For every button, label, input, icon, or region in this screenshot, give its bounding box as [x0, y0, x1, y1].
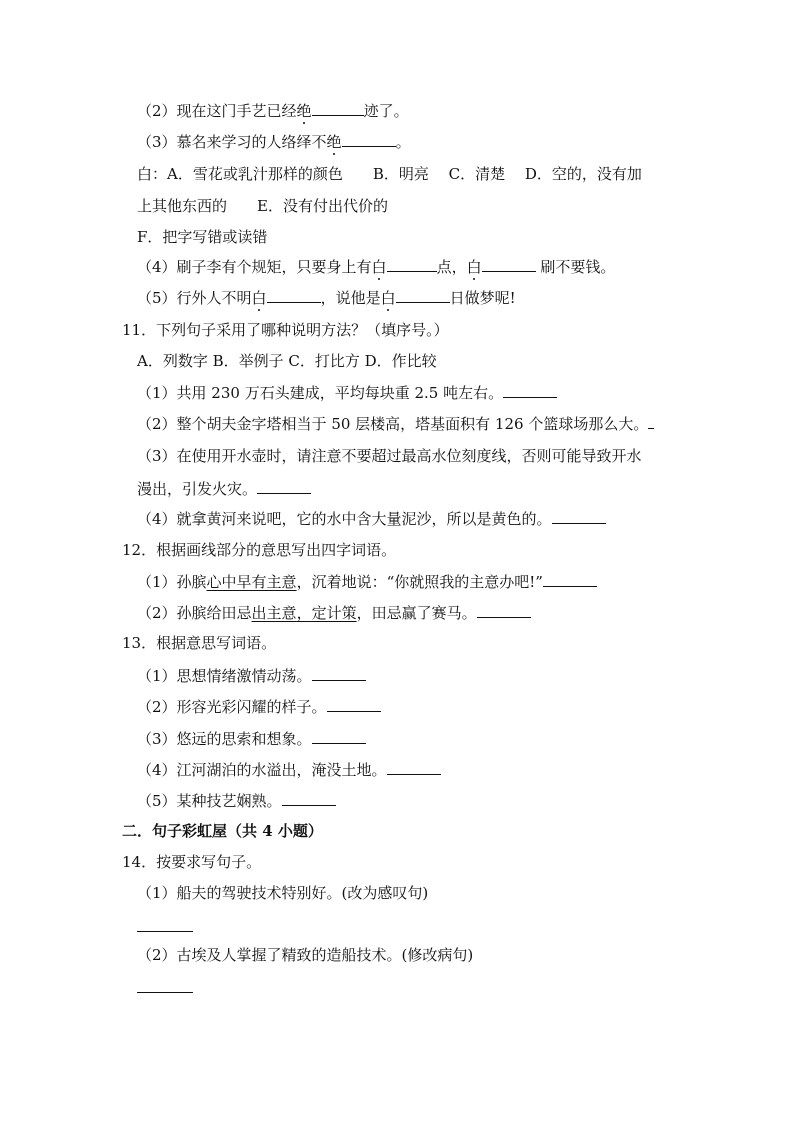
answer-blank[interactable]: [387, 256, 437, 272]
q13-title: 13．根据意思写词语。: [122, 634, 277, 652]
answer-blank[interactable]: [312, 665, 366, 681]
section-2-heading: 二．句子彩虹屋（共 4 小题）: [122, 822, 323, 840]
answer-blank[interactable]: [312, 100, 364, 116]
q10-2: （2）现在这门手艺已经绝 迹了。: [137, 102, 409, 120]
answer-blank[interactable]: [342, 131, 396, 147]
answer-blank[interactable]: [552, 508, 606, 524]
answer-blank[interactable]: [648, 413, 654, 429]
q11-3-line-1: （3）在使用开水壶时，请注意不要超过最高水位刻度线，否则可能导致开水: [137, 447, 642, 465]
answer-blank[interactable]: [312, 728, 366, 744]
answer-blank[interactable]: [543, 571, 597, 587]
q14-1-answer: [137, 916, 193, 937]
q14-2-answer: [137, 977, 193, 998]
q11-3-line-2: 漫出，引发火灾。: [137, 478, 311, 499]
bai-definitions-line-2: 上其他东西的 E．没有付出代价的: [137, 197, 388, 215]
bai-definitions-line-1: 白：A．雪花或乳汁那样的颜色 B．明亮 C．清楚 D．空的，没有加: [137, 165, 642, 183]
q14-2: （2）古埃及人掌握了精致的造船技术。(修改病句): [137, 946, 474, 964]
q11-options: A．列数字 B．举例子 C．打比方 D．作比较: [137, 352, 437, 370]
q12-2: （2）孙膑给田忌出主意，定计策，田忌赢了赛马。: [137, 602, 531, 623]
q10-3: （3）慕名来学习的人络绎不绝 。: [137, 133, 411, 151]
answer-blank[interactable]: [396, 287, 450, 303]
q11-title: 11．下列句子采用了哪种说明方法？（填序号。）: [122, 321, 449, 339]
q10-4: （4）刷子李有个规矩，只要身上有白 点，白 刷不要钱。: [137, 258, 616, 276]
answer-blank[interactable]: [267, 287, 321, 303]
q11-1: （1）共用 230 万石头建成，平均每块重 2.5 吨左右。: [137, 382, 557, 403]
q11-2: （2）整个胡夫金字塔相当于 50 层楼高，塔基面积有 126 个篮球场那么大。: [137, 413, 654, 434]
answer-blank[interactable]: [477, 602, 531, 618]
q13-4: （4）江河湖泊的水溢出，淹没土地。: [137, 759, 441, 780]
answer-blank[interactable]: [137, 916, 193, 932]
q14-title: 14．按要求写句子。: [122, 853, 262, 871]
answer-blank[interactable]: [387, 759, 441, 775]
bai-definitions-line-3: F．把字写错或读错: [137, 228, 268, 246]
q12-1: （1）孙膑心中早有主意，沉着地说：“你就照我的主意办吧!”: [137, 571, 597, 592]
q13-2: （2）形容光彩闪耀的样子。: [137, 696, 381, 717]
q13-3: （3）悠远的思索和想象。: [137, 728, 366, 749]
q12-title: 12．根据画线部分的意思写出四字词语。: [122, 541, 397, 559]
answer-blank[interactable]: [482, 256, 536, 272]
answer-blank[interactable]: [282, 790, 336, 806]
q13-5: （5）某种技艺娴熟。: [137, 790, 336, 811]
answer-blank[interactable]: [503, 382, 557, 398]
answer-blank[interactable]: [327, 696, 381, 712]
q10-5: （5）行外人不明白 ，说他是白 日做梦呢!: [137, 289, 516, 307]
answer-blank[interactable]: [137, 977, 193, 993]
q13-1: （1）思想情绪激情动荡。: [137, 665, 366, 686]
q14-1: （1）船夫的驾驶技术特别好。(改为感叹句): [137, 884, 429, 902]
q11-4: （4）就拿黄河来说吧，它的水中含大量泥沙，所以是黄色的。: [137, 508, 606, 529]
answer-blank[interactable]: [257, 478, 311, 494]
